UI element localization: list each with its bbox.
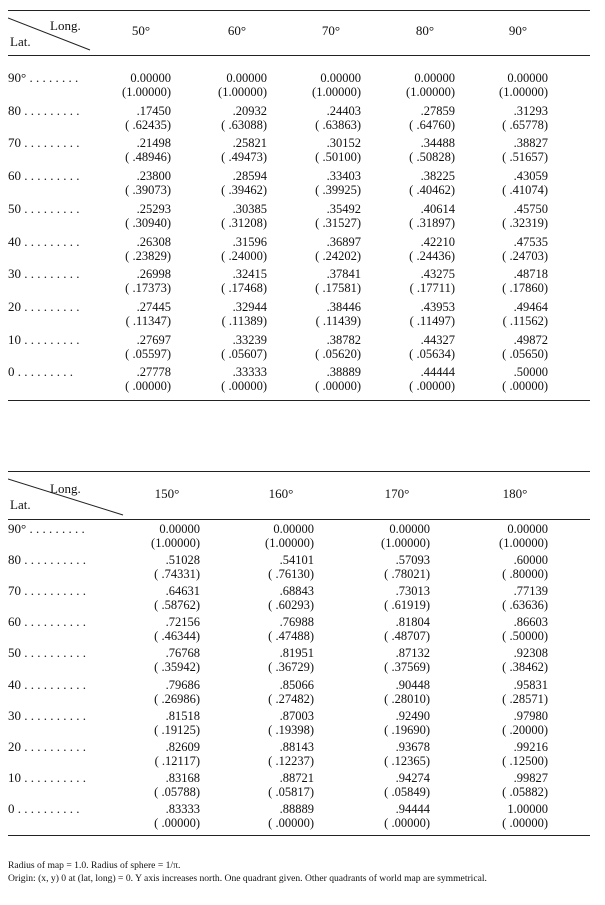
latitude-label: 50 . . . . . . . . . . bbox=[8, 645, 86, 661]
y-coordinate: ( .32319) bbox=[502, 215, 548, 230]
y-coordinate: ( .37569) bbox=[384, 660, 430, 675]
x-coordinate: .27697 bbox=[136, 332, 171, 347]
latitude-label: 70 . . . . . . . . . . bbox=[8, 583, 86, 599]
x-coordinate: .87132 bbox=[395, 646, 430, 661]
y-coordinate: ( .12117) bbox=[154, 753, 200, 768]
y-coordinate: ( .12500) bbox=[502, 753, 548, 768]
x-coordinate: .34488 bbox=[420, 136, 455, 151]
latitude-label: 20 . . . . . . . . . bbox=[8, 298, 80, 314]
y-coordinate: ( .00000) bbox=[409, 379, 455, 394]
column-header: 70° bbox=[321, 23, 341, 38]
y-coordinate: ( .19690) bbox=[384, 722, 430, 737]
column-header: 60° bbox=[227, 23, 247, 38]
x-coordinate: .27859 bbox=[420, 103, 455, 118]
y-coordinate: ( .11497) bbox=[409, 313, 455, 328]
x-coordinate: .26308 bbox=[136, 234, 171, 249]
y-coordinate: ( .00000) bbox=[502, 815, 548, 830]
x-coordinate: .38889 bbox=[326, 365, 361, 380]
y-coordinate: ( .31208) bbox=[221, 215, 267, 230]
x-coordinate: .48718 bbox=[513, 267, 548, 282]
latitude-label: 60 . . . . . . . . . . bbox=[8, 614, 86, 630]
x-coordinate: .44444 bbox=[420, 365, 455, 380]
y-coordinate: ( .24703) bbox=[502, 248, 548, 263]
x-coordinate: .86603 bbox=[513, 615, 548, 630]
y-coordinate: ( .00000) bbox=[154, 815, 200, 830]
x-coordinate: .94444 bbox=[395, 801, 430, 816]
latitude-label: 40 . . . . . . . . . bbox=[8, 233, 80, 249]
y-coordinate: (1.00000) bbox=[312, 85, 361, 99]
footnote-origin: Origin: (x, y) 0 at (lat, long) = 0. Y axis increases north. One quadrant given. Other quadrants of world map are symmetrical. bbox=[8, 873, 487, 884]
latitude-label: 40 . . . . . . . . . . bbox=[8, 676, 86, 692]
x-coordinate: .85066 bbox=[279, 677, 314, 692]
x-coordinate: 0.00000 bbox=[389, 522, 430, 536]
y-coordinate: ( .00000) bbox=[125, 379, 171, 394]
x-coordinate: .95831 bbox=[513, 677, 548, 692]
x-coordinate: .76768 bbox=[165, 646, 200, 661]
latitude-label: 20 . . . . . . . . . . bbox=[8, 738, 86, 754]
top-rule bbox=[8, 10, 590, 11]
column-header: 170° bbox=[384, 486, 410, 501]
x-coordinate: 1.00000 bbox=[507, 801, 548, 816]
x-coordinate: .43059 bbox=[513, 169, 548, 184]
y-coordinate: ( .50000) bbox=[502, 629, 548, 644]
x-coordinate: .54101 bbox=[279, 553, 314, 568]
y-coordinate: ( .80000) bbox=[502, 567, 548, 582]
y-coordinate: ( .49473) bbox=[221, 150, 267, 165]
y-coordinate: ( .11439) bbox=[315, 313, 361, 328]
x-coordinate: .35492 bbox=[326, 201, 361, 216]
x-coordinate: .43953 bbox=[420, 299, 455, 314]
y-coordinate: ( .46344) bbox=[154, 629, 200, 644]
y-coordinate: ( .19125) bbox=[154, 722, 200, 737]
y-coordinate: ( .60293) bbox=[268, 598, 314, 613]
x-coordinate: 0.00000 bbox=[273, 522, 314, 536]
x-coordinate: .97980 bbox=[513, 708, 548, 723]
y-coordinate: ( .40462) bbox=[409, 183, 455, 198]
y-coordinate: ( .78021) bbox=[384, 567, 430, 582]
x-coordinate: .33239 bbox=[232, 332, 267, 347]
x-coordinate: .17450 bbox=[136, 103, 171, 118]
latitude-label: 10 . . . . . . . . . . bbox=[8, 769, 86, 785]
x-coordinate: .60000 bbox=[513, 553, 548, 568]
y-coordinate: ( .38462) bbox=[502, 660, 548, 675]
y-coordinate: ( .05788) bbox=[154, 784, 200, 799]
x-coordinate: .25293 bbox=[136, 201, 171, 216]
y-coordinate: ( .20000) bbox=[502, 722, 548, 737]
latitude-label: 80 . . . . . . . . . bbox=[8, 102, 80, 118]
column-header: 90° bbox=[508, 23, 528, 38]
y-coordinate: ( .63863) bbox=[315, 117, 361, 132]
y-coordinate: ( .23829) bbox=[125, 248, 171, 263]
y-coordinate: ( .11389) bbox=[221, 313, 267, 328]
x-coordinate: .79686 bbox=[165, 677, 200, 692]
y-coordinate: ( .28571) bbox=[502, 691, 548, 706]
y-coordinate: ( .05650) bbox=[502, 346, 548, 361]
y-coordinate: ( .05849) bbox=[384, 784, 430, 799]
long-label: Long. bbox=[50, 481, 81, 496]
bottom-rule bbox=[8, 400, 590, 401]
y-coordinate: ( .05882) bbox=[502, 784, 548, 799]
y-coordinate: ( .12365) bbox=[384, 753, 430, 768]
y-coordinate: ( .36729) bbox=[268, 660, 314, 675]
y-coordinate: ( .24202) bbox=[315, 248, 361, 263]
x-coordinate: .57093 bbox=[395, 553, 430, 568]
x-coordinate: .21498 bbox=[136, 136, 171, 151]
y-coordinate: ( .64760) bbox=[409, 117, 455, 132]
x-coordinate: .49872 bbox=[513, 332, 548, 347]
latitude-label: 10 . . . . . . . . . bbox=[8, 331, 80, 347]
y-coordinate: ( .63636) bbox=[502, 598, 548, 613]
y-coordinate: (1.00000) bbox=[499, 85, 548, 99]
x-coordinate: .30385 bbox=[232, 201, 267, 216]
y-coordinate: ( .00000) bbox=[502, 379, 548, 394]
y-coordinate: ( .17860) bbox=[502, 281, 548, 296]
y-coordinate: (1.00000) bbox=[381, 536, 430, 550]
y-coordinate: ( .11347) bbox=[125, 313, 171, 328]
column-header: 80° bbox=[415, 23, 435, 38]
x-coordinate: .92308 bbox=[513, 646, 548, 661]
x-coordinate: .64631 bbox=[165, 584, 200, 599]
y-coordinate: ( .58762) bbox=[154, 598, 200, 613]
x-coordinate: .37841 bbox=[326, 267, 361, 282]
bottom-rule bbox=[8, 835, 590, 836]
x-coordinate: .72156 bbox=[165, 615, 200, 630]
latitude-label: 60 . . . . . . . . . bbox=[8, 168, 80, 184]
y-coordinate: ( .17468) bbox=[221, 281, 267, 296]
x-coordinate: .45750 bbox=[513, 201, 548, 216]
y-coordinate: ( .39925) bbox=[315, 183, 361, 198]
y-coordinate: ( .19398) bbox=[268, 722, 314, 737]
y-coordinate: (1.00000) bbox=[499, 536, 548, 550]
y-coordinate: ( .50100) bbox=[315, 150, 361, 165]
x-coordinate: .23800 bbox=[136, 169, 171, 184]
x-coordinate: .27445 bbox=[136, 299, 171, 314]
x-coordinate: .83168 bbox=[165, 770, 200, 785]
x-coordinate: .42210 bbox=[420, 234, 455, 249]
x-coordinate: .31293 bbox=[513, 103, 548, 118]
x-coordinate: .38225 bbox=[420, 169, 455, 184]
latitude-label: 50 . . . . . . . . . bbox=[8, 200, 80, 216]
x-coordinate: .20932 bbox=[232, 103, 267, 118]
y-coordinate: ( .63088) bbox=[221, 117, 267, 132]
x-coordinate: .30152 bbox=[326, 136, 361, 151]
x-coordinate: .68843 bbox=[279, 584, 314, 599]
y-coordinate: (1.00000) bbox=[151, 536, 200, 550]
x-coordinate: .99216 bbox=[513, 739, 548, 754]
latitude-label: 30 . . . . . . . . . . bbox=[8, 707, 86, 723]
y-coordinate: ( .31897) bbox=[409, 215, 455, 230]
x-coordinate: .40614 bbox=[420, 201, 455, 216]
x-coordinate: .38782 bbox=[326, 332, 361, 347]
x-coordinate: .99827 bbox=[513, 770, 548, 785]
y-coordinate: ( .39462) bbox=[221, 183, 267, 198]
y-coordinate: ( .74331) bbox=[154, 567, 200, 582]
x-coordinate: 0.00000 bbox=[507, 71, 548, 85]
y-coordinate: ( .17373) bbox=[125, 281, 171, 296]
y-coordinate: ( .62435) bbox=[125, 117, 171, 132]
y-coordinate: ( .51657) bbox=[502, 150, 548, 165]
x-coordinate: .93678 bbox=[395, 739, 430, 754]
header-rule bbox=[8, 55, 590, 56]
x-coordinate: .38827 bbox=[513, 136, 548, 151]
x-coordinate: 0.00000 bbox=[130, 71, 171, 85]
x-coordinate: .83333 bbox=[165, 801, 200, 816]
x-coordinate: .47535 bbox=[513, 234, 548, 249]
y-coordinate: ( .05607) bbox=[221, 346, 267, 361]
latitude-label: 30 . . . . . . . . . bbox=[8, 266, 80, 282]
y-coordinate: ( .41074) bbox=[502, 183, 548, 198]
x-coordinate: .28594 bbox=[232, 169, 267, 184]
y-coordinate: ( .35942) bbox=[154, 660, 200, 675]
column-header: 160° bbox=[268, 486, 294, 501]
y-coordinate: ( .65778) bbox=[502, 117, 548, 132]
x-coordinate: .88143 bbox=[279, 739, 314, 754]
x-coordinate: .44327 bbox=[420, 332, 455, 347]
y-coordinate: ( .17581) bbox=[315, 281, 361, 296]
x-coordinate: .32944 bbox=[232, 299, 267, 314]
x-coordinate: .26998 bbox=[136, 267, 171, 282]
x-coordinate: .90448 bbox=[395, 677, 430, 692]
column-header: 180° bbox=[502, 486, 528, 501]
latitude-label: 0 . . . . . . . . . bbox=[8, 364, 73, 380]
x-coordinate: .87003 bbox=[279, 708, 314, 723]
x-coordinate: .88889 bbox=[279, 801, 314, 816]
y-coordinate: ( .76130) bbox=[268, 567, 314, 582]
latitude-label: 80 . . . . . . . . . . bbox=[8, 552, 86, 568]
y-coordinate: ( .05620) bbox=[315, 346, 361, 361]
y-coordinate: ( .00000) bbox=[221, 379, 267, 394]
latitude-label: 70 . . . . . . . . . bbox=[8, 135, 80, 151]
x-coordinate: .49464 bbox=[513, 299, 548, 314]
y-coordinate: ( .28010) bbox=[384, 691, 430, 706]
x-coordinate: .81804 bbox=[395, 615, 430, 630]
x-coordinate: .51028 bbox=[165, 553, 200, 568]
x-coordinate: .27778 bbox=[136, 365, 171, 380]
x-coordinate: .81951 bbox=[279, 646, 314, 661]
x-coordinate: .24403 bbox=[326, 103, 361, 118]
column-header: 150° bbox=[154, 486, 180, 501]
latitude-label: 90° . . . . . . . . . bbox=[8, 521, 85, 536]
x-coordinate: .33333 bbox=[232, 365, 267, 380]
y-coordinate: ( .48946) bbox=[125, 150, 171, 165]
y-coordinate: ( .48707) bbox=[384, 629, 430, 644]
y-coordinate: ( .00000) bbox=[384, 815, 430, 830]
x-coordinate: .88721 bbox=[279, 770, 314, 785]
y-coordinate: ( .26986) bbox=[154, 691, 200, 706]
footnote-radius: Radius of map = 1.0. Radius of sphere = 1/π. bbox=[8, 860, 181, 871]
x-coordinate: .77139 bbox=[513, 584, 548, 599]
x-coordinate: 0.00000 bbox=[159, 522, 200, 536]
y-coordinate: ( .27482) bbox=[268, 691, 314, 706]
x-coordinate: .31596 bbox=[232, 234, 267, 249]
x-coordinate: .38446 bbox=[326, 299, 361, 314]
x-coordinate: 0.00000 bbox=[320, 71, 361, 85]
x-coordinate: 0.00000 bbox=[226, 71, 267, 85]
header-rule bbox=[8, 519, 590, 520]
y-coordinate: ( .61919) bbox=[384, 598, 430, 613]
y-coordinate: ( .00000) bbox=[268, 815, 314, 830]
y-coordinate: ( .00000) bbox=[315, 379, 361, 394]
y-coordinate: ( .24000) bbox=[221, 248, 267, 263]
x-coordinate: 0.00000 bbox=[414, 71, 455, 85]
x-coordinate: .25821 bbox=[232, 136, 267, 151]
x-coordinate: .81518 bbox=[165, 708, 200, 723]
x-coordinate: .32415 bbox=[232, 267, 267, 282]
coordinate-table-50-90 bbox=[8, 10, 590, 402]
lat-label: Lat. bbox=[10, 34, 31, 49]
y-coordinate: ( .05597) bbox=[125, 346, 171, 361]
y-coordinate: ( .47488) bbox=[268, 629, 314, 644]
x-coordinate: 0.00000 bbox=[507, 522, 548, 536]
y-coordinate: (1.00000) bbox=[218, 85, 267, 99]
x-coordinate: .50000 bbox=[513, 365, 548, 380]
x-coordinate: .73013 bbox=[395, 584, 430, 599]
latitude-label: 90° . . . . . . . . bbox=[8, 70, 79, 85]
y-coordinate: ( .31527) bbox=[315, 215, 361, 230]
y-coordinate: ( .11562) bbox=[502, 313, 548, 328]
x-coordinate: .43275 bbox=[420, 267, 455, 282]
lat-label: Lat. bbox=[10, 497, 31, 512]
x-coordinate: .76988 bbox=[279, 615, 314, 630]
x-coordinate: .33403 bbox=[326, 169, 361, 184]
y-coordinate: (1.00000) bbox=[122, 85, 171, 99]
x-coordinate: .92490 bbox=[395, 708, 430, 723]
coordinate-table-150-180 bbox=[8, 471, 590, 837]
y-coordinate: ( .12237) bbox=[268, 753, 314, 768]
y-coordinate: ( .05634) bbox=[409, 346, 455, 361]
y-coordinate: (1.00000) bbox=[406, 85, 455, 99]
y-coordinate: ( .24436) bbox=[409, 248, 455, 263]
y-coordinate: (1.00000) bbox=[265, 536, 314, 550]
latitude-label: 0 . . . . . . . . . . bbox=[8, 800, 80, 816]
x-coordinate: .82609 bbox=[165, 739, 200, 754]
column-header: 50° bbox=[131, 23, 151, 38]
x-coordinate: .94274 bbox=[395, 770, 430, 785]
y-coordinate: ( .05817) bbox=[268, 784, 314, 799]
y-coordinate: ( .39073) bbox=[125, 183, 171, 198]
y-coordinate: ( .50828) bbox=[409, 150, 455, 165]
long-label: Long. bbox=[50, 18, 81, 33]
x-coordinate: .36897 bbox=[326, 234, 361, 249]
y-coordinate: ( .30940) bbox=[125, 215, 171, 230]
y-coordinate: ( .17711) bbox=[409, 281, 455, 296]
